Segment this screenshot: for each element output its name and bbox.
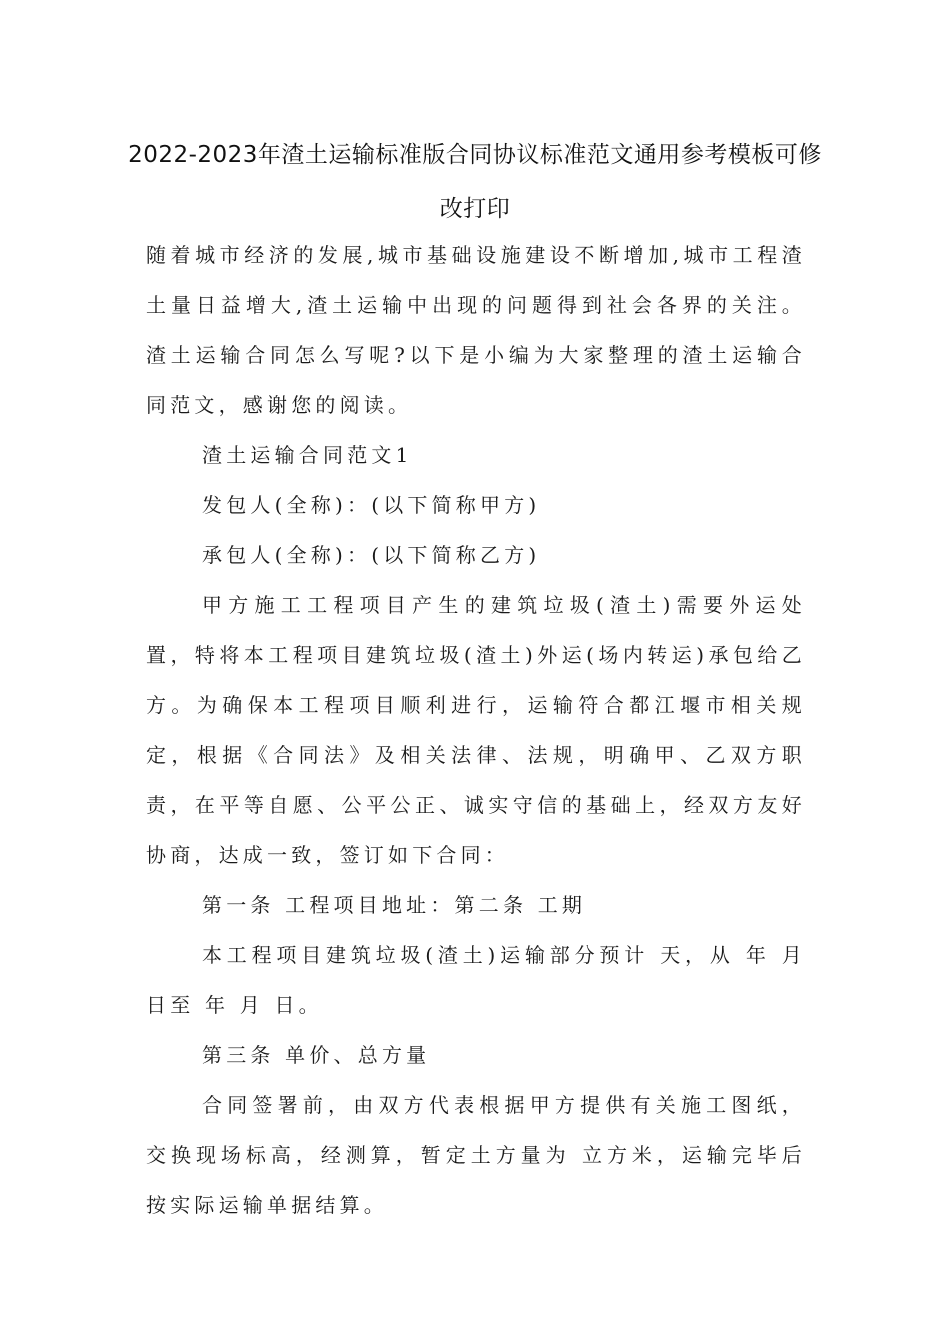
schedule-paragraph: 本工程项目建筑垃圾(渣土)运输部分预计 天，从 年 月 日至 年 月 日。 — [146, 943, 806, 1017]
employer-line: 发包人(全称)：(以下简称甲方) — [202, 493, 541, 517]
volume-paragraph: 合同签署前，由双方代表根据甲方提供有关施工图纸，交换现场标高，经测算，暂定土方量为 立方米，运输完毕后按实际运输单据结算。 — [146, 1093, 806, 1217]
intro-paragraph: 随着城市经济的发展,城市基础设施建设不断增加,城市工程渣土量日益增大,渣土运输中出现的问题得到社会各界的关注。渣土运输合同怎么写呢?以下是小编为大家整理的渣土运输合同范文，感谢您的阅读。 — [146, 243, 806, 417]
sample-heading: 渣土运输合同范文1 — [202, 443, 413, 467]
article-1-2-heading: 第一条 工程项目地址：第二条 工期 — [202, 893, 587, 917]
document-body — [146, 230, 806, 1230]
document-title: 2022-2023年渣土运输标准版合同协议标准范文通用参考模板可修改打印 — [128, 142, 822, 222]
preamble-paragraph: 甲方施工工程项目产生的建筑垃圾(渣土)需要外运处置，特将本工程项目建筑垃圾(渣土)外运(场内转运)承包给乙方。为确保本工程项目顺利进行，运输符合都江堰市相关规定，根据《合同法》及相关法律、法规，明确甲、乙双方职责，在平等自愿、公平公正、诚实守信的基础上，经双方友好协商，达成一致，签订如下合同： — [146, 593, 806, 867]
article-3-heading: 第三条 单价、总方量 — [202, 1043, 431, 1067]
contractor-line: 承包人(全称)：(以下简称乙方) — [202, 543, 541, 567]
